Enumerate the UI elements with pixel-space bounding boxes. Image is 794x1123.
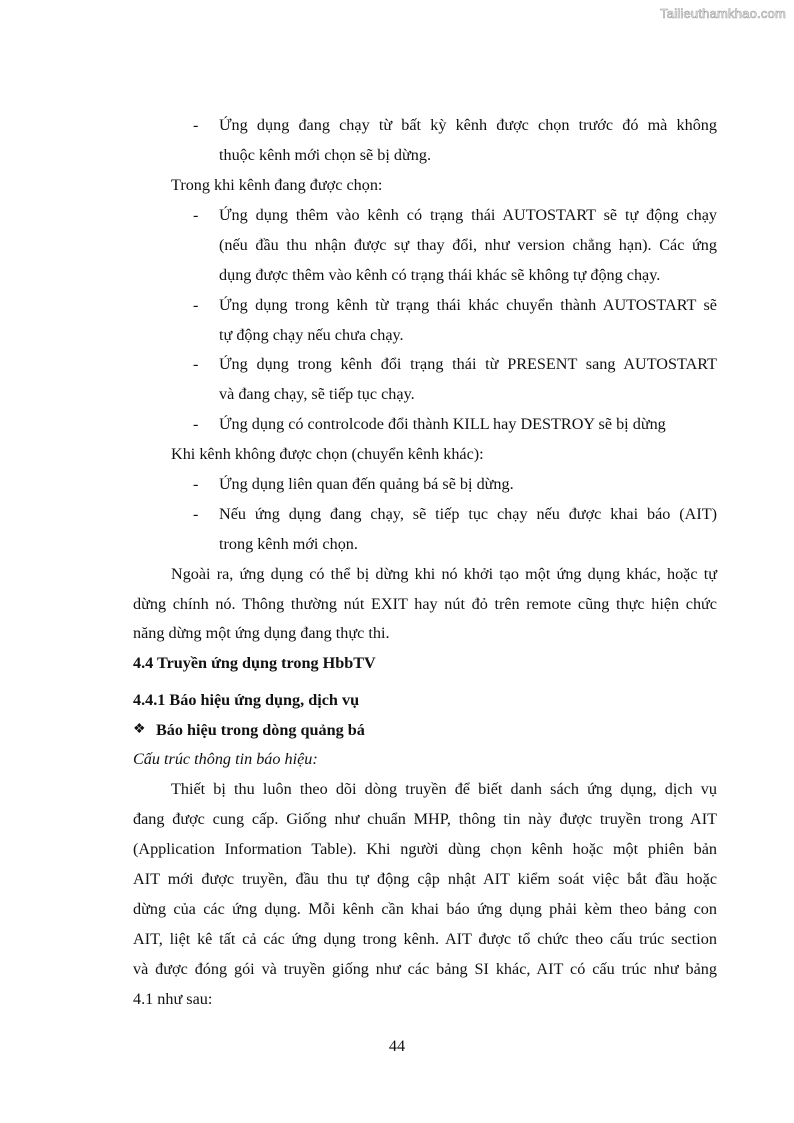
paragraph-line: và được đóng gói và truyền giống như các bảng SI khác, AIT có cấu trúc như bảng (133, 960, 717, 978)
bullet-marker: - (193, 206, 199, 224)
bullet-text-line: Ứng dụng trong kênh từ trạng thái khác chuyển thành AUTOSTART sẽ (219, 296, 717, 314)
paragraph-line: AIT mới được truyền, đầu thu tự động cập nhật AIT kiểm soát việc bắt đầu hoặc (133, 870, 717, 888)
paragraph-line: (Application Information Table). Khi người dùng chọn kênh hoặc một phiên bản (133, 840, 717, 858)
bullet-text-line: Ứng dụng có controlcode đổi thành KILL hay DESTROY sẽ bị dừng (219, 415, 666, 433)
bullet-text-line: dụng được thêm vào kênh có trạng thái khác sẽ không tự động chạy. (219, 266, 661, 284)
paragraph-line: 4.1 như sau: (133, 990, 213, 1008)
bullet-marker: - (193, 505, 199, 523)
bullet-text-line: Nếu ứng dụng đang chạy, sẽ tiếp tục chạy nếu được khai báo (AIT) (219, 505, 717, 523)
bullet-marker: - (193, 355, 199, 373)
paragraph-line: Ngoài ra, ứng dụng có thể bị dừng khi nó khởi tạo một ứng dụng khác, hoặc tự (171, 565, 717, 583)
subsection-heading: 4.4.1 Báo hiệu ứng dụng, dịch vụ (133, 691, 360, 709)
paragraph-line: AIT, liệt kê tất cả các ứng dụng trong kênh. AIT được tổ chức theo cấu trúc section (133, 930, 717, 948)
bullet-marker: - (193, 116, 199, 134)
bullet-text-line: Ứng dụng trong kênh đổi trạng thái từ PRESENT sang AUTOSTART (219, 355, 717, 373)
bullet-marker: - (193, 296, 199, 314)
bullet-text-line: thuộc kênh mới chọn sẽ bị dừng. (219, 146, 432, 164)
bullet-text-line: trong kênh mới chọn. (219, 535, 358, 553)
paragraph-line: đang được cung cấp. Giống như chuẩn MHP, thông tin này được truyền trong AIT (133, 810, 717, 828)
bullet-text-line: (nếu đầu thu nhận được sự thay đổi, như version chẳng hạn). Các ứng (219, 236, 717, 254)
bullet-text-line: Ứng dụng liên quan đến quảng bá sẽ bị dừng. (219, 475, 514, 493)
bullet-text-line: tự động chạy nếu chưa chạy. (219, 326, 404, 344)
bullet-text-line: Ứng dụng đang chạy từ bất kỳ kênh được chọn trước đó mà không (219, 116, 717, 134)
paragraph-line: dừng của các ứng dụng. Mỗi kênh cần khai báo ứng dụng phải kèm theo bảng con (133, 900, 717, 918)
italic-subheading: Cấu trúc thông tin báo hiệu: (133, 750, 318, 768)
paragraph-line: Trong khi kênh đang được chọn: (171, 176, 383, 194)
paragraph-line: Thiết bị thu luôn theo dõi dòng truyền để biết danh sách ứng dụng, dịch vụ (171, 780, 717, 798)
paragraph-line: năng dừng một ứng dụng đang thực thi. (133, 624, 390, 642)
bullet-marker: - (193, 475, 199, 493)
diamond-bullet-icon: ❖ (133, 722, 146, 737)
paragraph-line: Khi kênh không được chọn (chuyển kênh khác): (171, 445, 484, 463)
paragraph-line: dừng chính nó. Thông thường nút EXIT hay nút đỏ trên remote cũng thực hiện chức (133, 595, 717, 613)
page-number: 44 (388, 1037, 406, 1055)
bullet-marker: - (193, 415, 199, 433)
bullet-heading: Báo hiệu trong dòng quảng bá (156, 721, 365, 739)
bullet-text-line: Ứng dụng thêm vào kênh có trạng thái AUTOSTART sẽ tự động chạy (219, 206, 717, 224)
section-heading: 4.4 Truyền ứng dụng trong HbbTV (133, 654, 376, 672)
watermark-text: Tailieuthamkhao.com (660, 6, 786, 21)
bullet-text-line: và đang chạy, sẽ tiếp tục chạy. (219, 385, 415, 403)
